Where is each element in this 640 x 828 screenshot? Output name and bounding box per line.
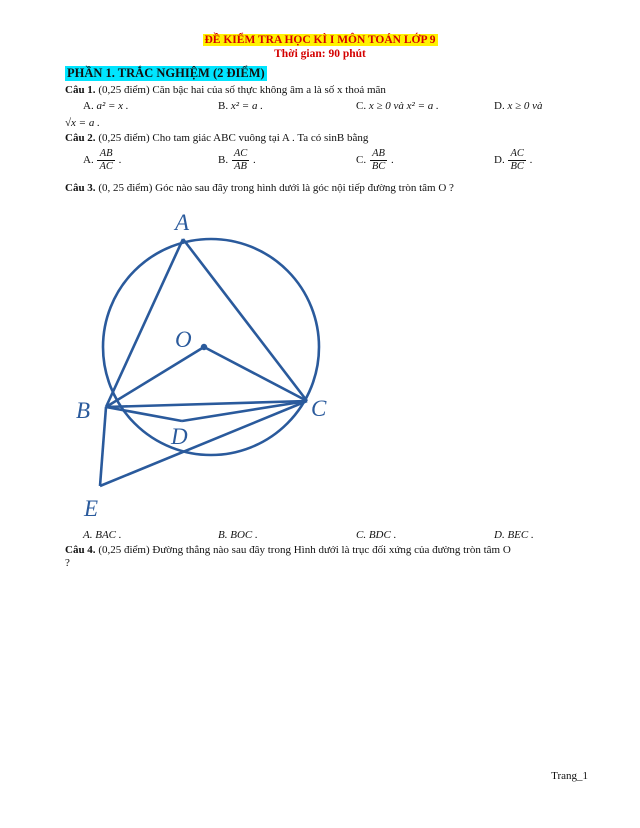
circle-o — [103, 239, 319, 455]
label-d: D — [171, 424, 188, 449]
segment-ab — [106, 239, 183, 407]
q2-option-d[interactable]: D. $\frac{AC}{BC}$ . — [494, 148, 533, 172]
fraction: $\frac{AB}{AC}$ — [99, 148, 113, 172]
q3-option-c[interactable]: C. BDC . — [356, 529, 397, 541]
question-3-text: (0, 25 điểm) Góc nào sau đây trong hình dưới là góc nội tiếp đường tròn tâm O ? — [98, 182, 454, 194]
label-e: E — [84, 496, 99, 521]
question-4-continued: ? — [65, 557, 70, 569]
question-4-number: Câu 4. — [65, 544, 96, 556]
q1-option-b[interactable]: B. x² = a . — [218, 100, 263, 112]
segment-oc — [204, 347, 307, 401]
question-4 — [65, 544, 595, 557]
q3-option-a[interactable]: A. BAC . — [83, 529, 122, 541]
fraction: $\frac{AC}{BC}$ — [510, 148, 524, 172]
q2-option-c[interactable]: C. $\frac{AB}{BC}$ . — [356, 148, 394, 172]
exam-title: ĐỀ KIỂM TRA HỌC KÌ I MÔN TOÁN LỚP 9 — [204, 34, 436, 46]
section-title: PHẦN 1. TRẮC NGHIỆM (2 ĐIỂM) — [67, 66, 265, 80]
q1-option-d-continued: √x = a . — [65, 117, 100, 129]
label-o: O — [175, 327, 192, 352]
q2-option-b[interactable]: B. $\frac{AC}{AB}$ . — [218, 148, 256, 172]
q1-option-a[interactable]: A. a² = x . — [83, 100, 129, 112]
fraction: $\frac{AB}{BC}$ — [371, 148, 386, 172]
q1-option-d[interactable]: D. x ≥ 0 và — [494, 100, 543, 112]
q1-option-c[interactable]: C. x ≥ 0 và x² = a . — [356, 100, 439, 112]
q3-option-b[interactable]: B. BOC . — [218, 529, 258, 541]
circle-figure — [0, 196, 640, 536]
question-1 — [65, 84, 386, 97]
label-a: A — [175, 210, 190, 235]
question-1-number: Câu 1. — [65, 84, 96, 96]
fraction: $\frac{AC}{AB}$ — [233, 148, 248, 172]
question-1-text: (0,25 điểm) Căn bậc hai của số thực không âm a là số x thoả mãn — [98, 84, 386, 96]
question-2-number: Câu 2. — [65, 132, 96, 144]
segment-ec — [100, 401, 307, 486]
label-c: C — [311, 396, 327, 421]
q2-option-a[interactable]: A. $\frac{AB}{AC}$ . — [83, 148, 122, 172]
point-o — [201, 344, 207, 350]
q3-option-d[interactable]: D. BEC . — [494, 529, 534, 541]
question-3 — [65, 182, 454, 195]
page-footer: Trang_1 — [551, 770, 588, 782]
label-b: B — [76, 398, 91, 423]
question-3-number: Câu 3. — [65, 182, 96, 194]
exam-time: Thời gian: 90 phút — [274, 48, 366, 60]
question-4-text: (0,25 điểm) Đường thẳng nào sau đây trong Hình dưới là trục đối xứng của đường tròn tâm O — [98, 544, 511, 556]
question-2-text: (0,25 điểm) Cho tam giác ABC vuông tại A . Ta có sinB bằng — [98, 132, 369, 144]
exam-header — [0, 30, 640, 60]
segment-bd — [106, 407, 182, 421]
segment-be — [100, 407, 106, 486]
question-2 — [65, 132, 368, 145]
segment-ac — [183, 239, 307, 401]
